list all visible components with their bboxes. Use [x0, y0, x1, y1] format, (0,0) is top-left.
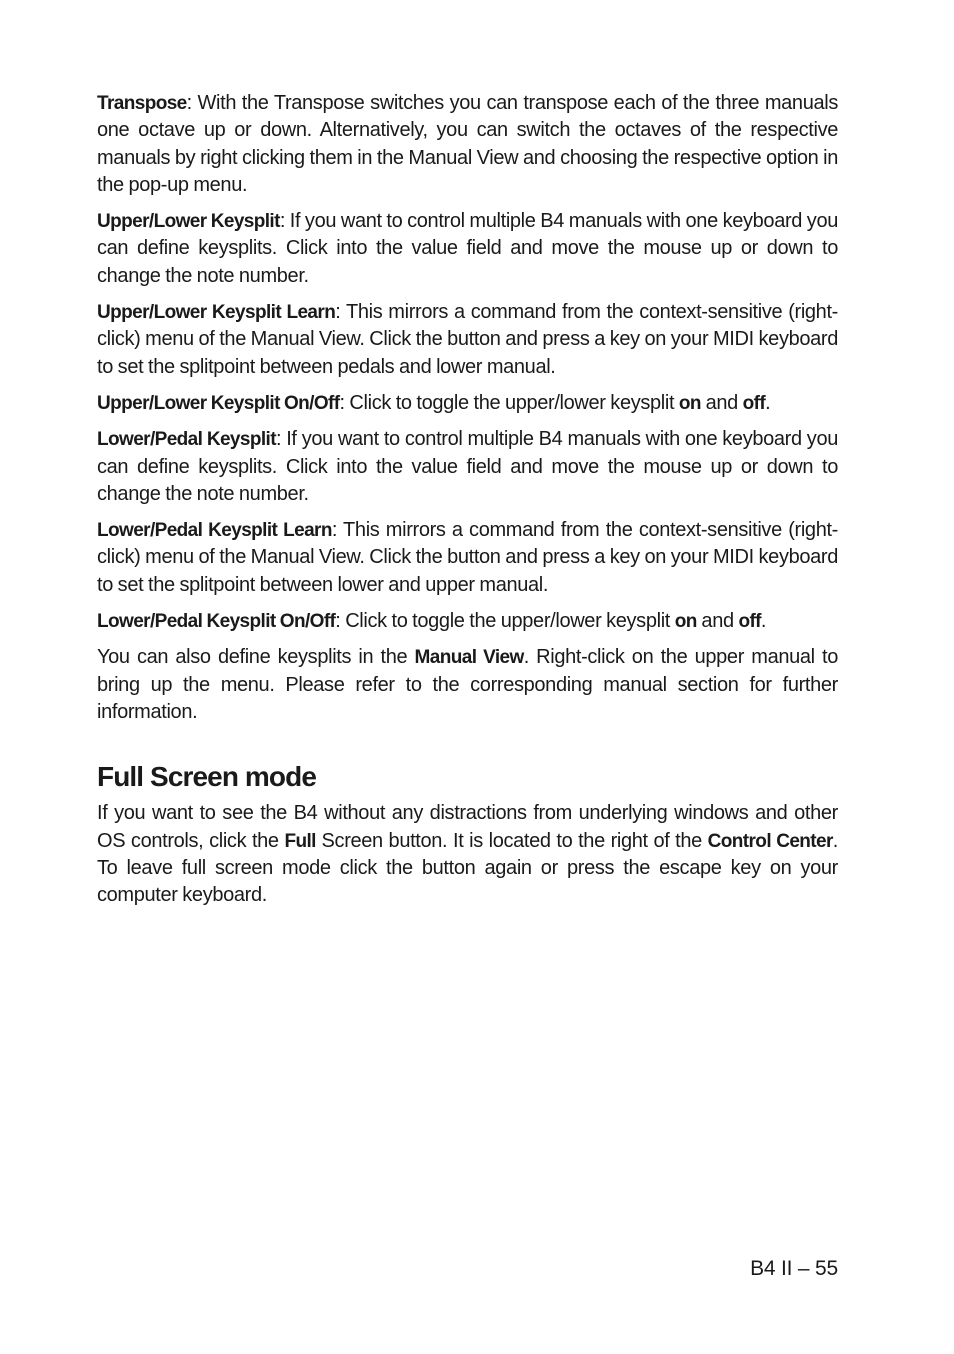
term-upper-lower-keysplit: Upper/Lower Keysplit: [97, 211, 280, 233]
paragraph-upper-lower-keysplit: [97, 208, 838, 290]
paragraph-text: .: [760, 610, 767, 633]
term-upper-lower-keysplit-onoff: Upper/Lower Keysplit On/Off: [97, 392, 340, 414]
keyword-off: off: [742, 392, 766, 414]
section-heading-full-screen-mode: Full Screen mode: [97, 761, 316, 793]
paragraph-text: : This mirrors a command from the context-sensitive (right-click) menu of the Manual View. Click the button and press a key on your MIDI keyboard to set the splitpoint between pedals and lower manual.: [97, 301, 838, 378]
paragraph-manual-view: [97, 644, 838, 726]
paragraph-text: You can also define keysplits in the: [97, 646, 415, 669]
paragraph-text: : With the Transpose switches you can transpose each of the three manuals one octave up or down. Alternatively, you can switch the octaves of the respective manuals by right clicking them in the Manual View and choosing the respective option in the pop-up menu.: [97, 92, 838, 196]
paragraph-text: : If you want to control multiple B4 manuals with one keyboard you can define keysplits. Click into the value field and move the mouse up or down to change the note number.: [97, 428, 838, 505]
paragraph-text: : Click to toggle the upper/lower keysplit: [339, 391, 679, 414]
term-manual-view: Manual View: [414, 647, 524, 669]
paragraph-text: . Right-click on the upper manual to bring up the menu. Please refer to the corresponding manual section for further information.: [97, 646, 838, 723]
term-upper-lower-keysplit-learn: Upper/Lower Keysplit Learn: [97, 302, 336, 324]
term-control-center: Control Center: [707, 830, 833, 852]
paragraph-lower-pedal-keysplit: [97, 426, 838, 508]
keyword-on: on: [678, 392, 701, 414]
paragraph-transpose: [97, 90, 838, 199]
paragraph-text: .: [765, 391, 771, 414]
paragraph-text: . To leave full screen mode click the button again or press the escape key on your computer keyboard.: [97, 829, 838, 907]
term-full: Full: [284, 830, 316, 852]
paragraph-lower-pedal-keysplit-onoff: [97, 608, 838, 635]
keyword-off: off: [738, 611, 761, 633]
page-number: B4 II – 55: [750, 1257, 838, 1280]
paragraph-text: Screen button. It is located to the right of the: [315, 829, 708, 852]
paragraph-full-screen: [97, 800, 838, 909]
keyword-on: on: [674, 611, 697, 633]
paragraph-text: and: [700, 391, 743, 414]
paragraph-upper-lower-keysplit-learn: [97, 299, 838, 381]
term-lower-pedal-keysplit-onoff: Lower/Pedal Keysplit On/Off: [97, 611, 336, 633]
term-lower-pedal-keysplit-learn: Lower/Pedal Keysplit Learn: [97, 520, 332, 542]
term-transpose: Transpose: [97, 93, 187, 114]
paragraph-lower-pedal-keysplit-learn: [97, 517, 838, 599]
paragraph-text: and: [696, 610, 739, 633]
paragraph-text: If you want to see the B4 without any distractions from underlying windows and other OS controls, click the: [97, 802, 838, 852]
paragraph-text: : Click to toggle the upper/lower keysplit: [335, 610, 675, 633]
paragraph-text: : This mirrors a command from the context-sensitive (right-click) menu of the Manual View. Click the button and press a key on your MIDI keyboard to set the splitpoint between lower and upper manual.: [97, 519, 838, 596]
paragraph-text: : If you want to control multiple B4 manuals with one keyboard you can define keysplits. Click into the value field and move the mouse up or down to change the note number.: [97, 210, 838, 287]
term-lower-pedal-keysplit: Lower/Pedal Keysplit: [97, 429, 276, 451]
page-content: [97, 90, 838, 918]
paragraph-upper-lower-keysplit-onoff: [97, 390, 838, 417]
